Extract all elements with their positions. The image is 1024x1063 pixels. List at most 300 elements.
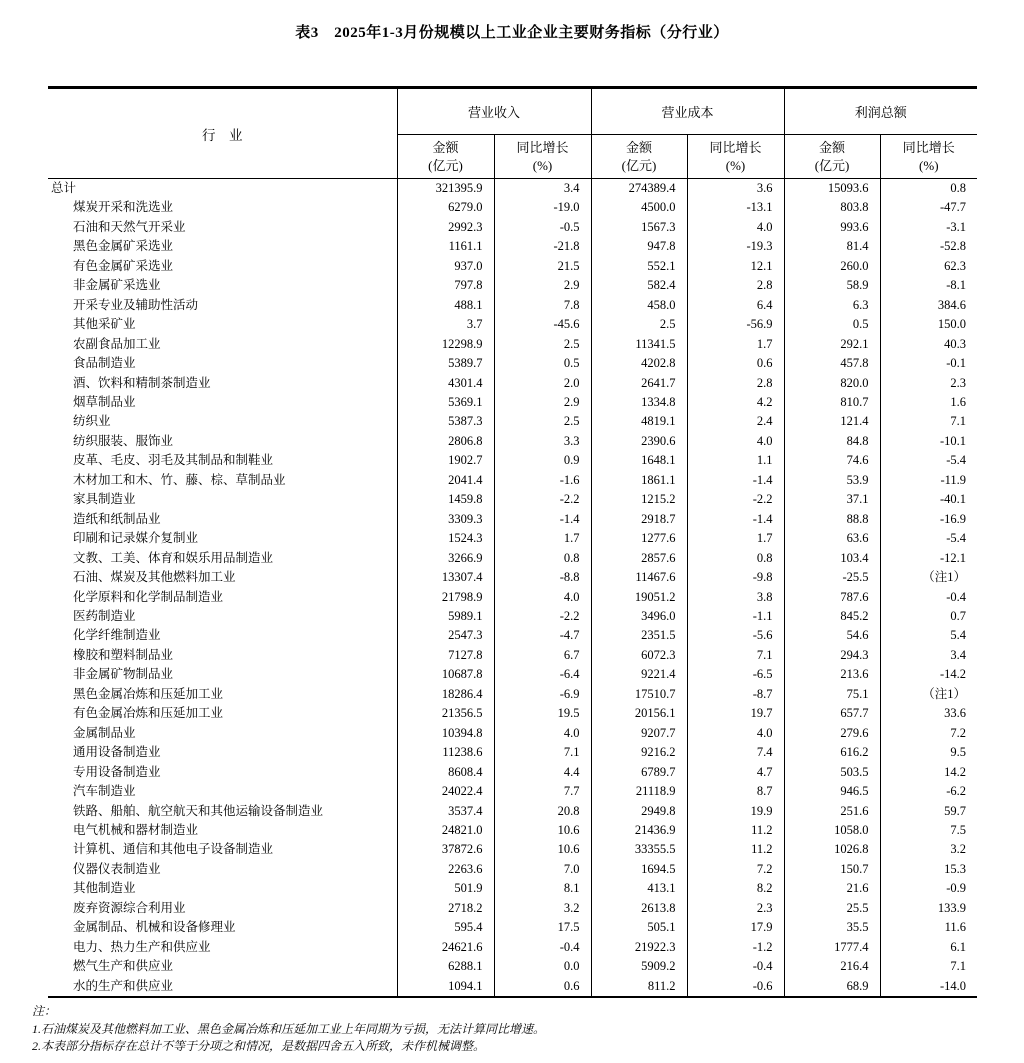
value-cell: 552.1 (591, 257, 687, 276)
value-cell: 4.0 (687, 432, 784, 451)
value-cell: 803.8 (784, 198, 880, 217)
value-cell: 14.2 (880, 763, 977, 782)
value-cell: -1.6 (494, 471, 591, 490)
value-cell: -1.1 (687, 607, 784, 626)
value-cell: 11238.6 (397, 743, 494, 762)
value-cell: 18286.4 (397, 685, 494, 704)
value-cell: 3496.0 (591, 607, 687, 626)
value-cell: 19051.2 (591, 588, 687, 607)
subheader-line: (%) (725, 157, 746, 173)
value-cell: 133.9 (880, 899, 977, 918)
value-cell: 6.4 (687, 296, 784, 315)
subheader-line: (%) (919, 157, 939, 173)
table-row (48, 549, 977, 568)
value-cell: -0.9 (880, 879, 977, 898)
value-cell: 3.2 (494, 899, 591, 918)
industry-name-cell: 开采专业及辅助性活动 (73, 297, 199, 312)
value-cell: 2.9 (494, 276, 591, 295)
table-row (48, 568, 977, 587)
value-cell: 10.6 (494, 840, 591, 859)
value-cell: 1.6 (880, 393, 977, 412)
value-cell: 0.8 (494, 549, 591, 568)
value-cell: 5389.7 (397, 354, 494, 373)
industry-name-cell: 纺织服装、服饰业 (73, 433, 174, 448)
value-cell: 279.6 (784, 724, 880, 743)
note-line-2: 2.本表部分指标存在总计不等于分项之和情况，是数据四舍五入所致，未作机械调整。 (32, 1039, 486, 1054)
subheader-revenue-growth (494, 135, 591, 179)
value-cell: 1567.3 (591, 218, 687, 237)
value-cell: -56.9 (687, 315, 784, 334)
table-row (48, 257, 977, 276)
value-cell: 54.6 (784, 626, 880, 645)
table-row (48, 354, 977, 373)
table-row (48, 685, 977, 704)
value-cell: 2.8 (687, 276, 784, 295)
value-cell: 3.2 (880, 840, 977, 859)
value-cell: 1161.1 (397, 237, 494, 256)
value-cell: -1.4 (687, 471, 784, 490)
value-cell: 21.5 (494, 257, 591, 276)
value-cell: 7.5 (880, 821, 977, 840)
table-row (48, 938, 977, 957)
value-cell: 787.6 (784, 588, 880, 607)
value-cell: 11.2 (687, 821, 784, 840)
value-cell: 845.2 (784, 607, 880, 626)
value-cell: 946.5 (784, 782, 880, 801)
table-row (48, 490, 977, 509)
table-title: 表3 2025年1-3月份规模以上工业企业主要财务指标（分行业） (295, 25, 729, 41)
value-cell: 4.0 (494, 588, 591, 607)
value-cell: -5.6 (687, 626, 784, 645)
value-cell: -0.1 (880, 354, 977, 373)
value-cell: 7.8 (494, 296, 591, 315)
value-cell: 17510.7 (591, 685, 687, 704)
value-cell: 1094.1 (397, 977, 494, 997)
group-header-row (48, 88, 977, 135)
value-cell: 0.5 (494, 354, 591, 373)
value-cell: 17.9 (687, 918, 784, 937)
value-cell: -45.6 (494, 315, 591, 334)
value-cell: 75.1 (784, 685, 880, 704)
value-cell: 4.2 (687, 393, 784, 412)
value-cell: 2.9 (494, 393, 591, 412)
value-cell: 1694.5 (591, 860, 687, 879)
value-cell: -16.9 (880, 510, 977, 529)
value-cell: 15.3 (880, 860, 977, 879)
value-cell: 457.8 (784, 354, 880, 373)
value-cell: 4.0 (494, 724, 591, 743)
industry-name-cell: 金属制品、机械和设备修理业 (73, 920, 236, 935)
value-cell: -2.2 (494, 490, 591, 509)
table-row (48, 237, 977, 256)
value-cell: 2547.3 (397, 626, 494, 645)
table-row (48, 821, 977, 840)
value-cell: 3.6 (687, 179, 784, 199)
value-cell: 4.7 (687, 763, 784, 782)
value-cell: 3.3 (494, 432, 591, 451)
value-cell: 2718.2 (397, 899, 494, 918)
value-cell: 503.5 (784, 763, 880, 782)
value-cell: -0.4 (880, 588, 977, 607)
value-cell: -6.2 (880, 782, 977, 801)
industry-name-cell: 文教、工美、体育和娱乐用品制造业 (73, 550, 274, 565)
value-cell: -52.8 (880, 237, 977, 256)
value-cell: 4202.8 (591, 354, 687, 373)
value-cell: 505.1 (591, 918, 687, 937)
value-cell: -0.4 (687, 957, 784, 976)
value-cell: 21922.3 (591, 938, 687, 957)
table-row (48, 918, 977, 937)
industry-name-cell: 化学纤维制造业 (73, 628, 161, 643)
value-cell: 33355.5 (591, 840, 687, 859)
value-cell: 17.5 (494, 918, 591, 937)
value-cell: 8.1 (494, 879, 591, 898)
value-cell: 0.6 (494, 977, 591, 997)
value-cell: 9.5 (880, 743, 977, 762)
industry-name-cell: 汽车制造业 (73, 784, 136, 799)
industry-name-cell: 电力、热力生产和供应业 (73, 939, 211, 954)
table-row (48, 646, 977, 665)
industry-name-cell: 食品制造业 (73, 356, 136, 371)
value-cell: 1.7 (687, 335, 784, 354)
value-cell: 37872.6 (397, 840, 494, 859)
value-cell: 6789.7 (591, 763, 687, 782)
value-cell: 2857.6 (591, 549, 687, 568)
value-cell: 68.9 (784, 977, 880, 997)
value-cell: 2613.8 (591, 899, 687, 918)
value-cell: 5369.1 (397, 393, 494, 412)
table-row (48, 276, 977, 295)
value-cell: -47.7 (880, 198, 977, 217)
value-cell: 657.7 (784, 704, 880, 723)
value-cell: 1277.6 (591, 529, 687, 548)
industry-name-cell: 废弃资源综合利用业 (73, 900, 186, 915)
value-cell: -21.8 (494, 237, 591, 256)
value-cell: 9221.4 (591, 665, 687, 684)
industry-column-header: 行 业 (48, 88, 397, 179)
value-cell: 20156.1 (591, 704, 687, 723)
subheader-line: (%) (532, 157, 553, 173)
value-cell: （注1） (880, 685, 977, 704)
industry-name-cell: 非金属矿物制品业 (73, 667, 174, 682)
value-cell: 216.4 (784, 957, 880, 976)
subheader-line: 金额 (432, 139, 459, 155)
value-cell: 0.6 (687, 354, 784, 373)
industry-name-cell: 橡胶和塑料制品业 (73, 647, 174, 662)
value-cell: -19.0 (494, 198, 591, 217)
industry-name-cell: 非金属矿采选业 (73, 278, 161, 293)
value-cell: 501.9 (397, 879, 494, 898)
value-cell: 7.7 (494, 782, 591, 801)
table-row (48, 471, 977, 490)
value-cell: 3309.3 (397, 510, 494, 529)
value-cell: 2.5 (591, 315, 687, 334)
subheader-line: 金额 (626, 139, 653, 155)
value-cell: 10.6 (494, 821, 591, 840)
value-cell: 6072.3 (591, 646, 687, 665)
value-cell: 4301.4 (397, 374, 494, 393)
value-cell: 3.7 (397, 315, 494, 334)
industry-name-cell: 铁路、船舶、航空航天和其他运输设备制造业 (73, 803, 324, 818)
subheader-line: (亿元) (621, 157, 657, 173)
subheader-line: 同比增长 (902, 139, 955, 155)
value-cell: -19.3 (687, 237, 784, 256)
table-row (48, 626, 977, 645)
value-cell: 5909.2 (591, 957, 687, 976)
value-cell: 3266.9 (397, 549, 494, 568)
value-cell: 2992.3 (397, 218, 494, 237)
value-cell: 63.6 (784, 529, 880, 548)
value-cell: 4.0 (687, 724, 784, 743)
value-cell: 59.7 (880, 802, 977, 821)
value-cell: 2.8 (687, 374, 784, 393)
value-cell: 0.7 (880, 607, 977, 626)
table-row (48, 977, 977, 997)
value-cell: 3.8 (687, 588, 784, 607)
value-cell: 2918.7 (591, 510, 687, 529)
value-cell: 62.3 (880, 257, 977, 276)
value-cell: -8.7 (687, 685, 784, 704)
industry-name-cell: 烟草制品业 (73, 394, 136, 409)
industry-name-cell: 医药制造业 (73, 608, 136, 623)
value-cell: 0.8 (687, 549, 784, 568)
value-cell: 9216.2 (591, 743, 687, 762)
group-header-operating-revenue: 营业收入 (397, 88, 591, 135)
value-cell: 4.4 (494, 763, 591, 782)
value-cell: 2949.8 (591, 802, 687, 821)
value-cell: -8.8 (494, 568, 591, 587)
financial-indicators-table (48, 86, 977, 998)
value-cell: 274389.4 (591, 179, 687, 199)
table-row (48, 315, 977, 334)
value-cell: 37.1 (784, 490, 880, 509)
industry-name-cell: 通用设备制造业 (73, 745, 161, 760)
value-cell: 6279.0 (397, 198, 494, 217)
value-cell: 24621.6 (397, 938, 494, 957)
value-cell: 1026.8 (784, 840, 880, 859)
value-cell: 21118.9 (591, 782, 687, 801)
value-cell: 937.0 (397, 257, 494, 276)
industry-name-cell: 有色金属冶炼和压延加工业 (73, 706, 224, 721)
industry-name-cell: 电气机械和器材制造业 (73, 822, 199, 837)
value-cell: 993.6 (784, 218, 880, 237)
table-row (48, 899, 977, 918)
value-cell: -0.6 (687, 977, 784, 997)
table-row (48, 412, 977, 431)
industry-name-cell: 黑色金属冶炼和压延加工业 (73, 686, 224, 701)
value-cell: 1.7 (494, 529, 591, 548)
value-cell: 384.6 (880, 296, 977, 315)
industry-name-cell: 金属制品业 (73, 725, 136, 740)
value-cell: 11.6 (880, 918, 977, 937)
industry-name-cell: 煤炭开采和洗选业 (73, 200, 174, 215)
footnotes (32, 1003, 1024, 1056)
value-cell: 12.1 (687, 257, 784, 276)
value-cell: 21356.5 (397, 704, 494, 723)
value-cell: -1.4 (687, 510, 784, 529)
table-row (48, 529, 977, 548)
industry-name-cell: 有色金属矿采选业 (73, 258, 174, 273)
value-cell: -1.4 (494, 510, 591, 529)
table-row (48, 451, 977, 470)
value-cell: 1902.7 (397, 451, 494, 470)
value-cell: 0.9 (494, 451, 591, 470)
subheader-profit-growth (880, 135, 977, 179)
table-row (48, 743, 977, 762)
value-cell: 5989.1 (397, 607, 494, 626)
table-row (48, 957, 977, 976)
table-header (48, 88, 977, 179)
value-cell: -14.0 (880, 977, 977, 997)
subheader-cost-amount (591, 135, 687, 179)
value-cell: 11341.5 (591, 335, 687, 354)
value-cell: 10394.8 (397, 724, 494, 743)
value-cell: 458.0 (591, 296, 687, 315)
value-cell: 1334.8 (591, 393, 687, 412)
value-cell: -6.5 (687, 665, 784, 684)
industry-name-cell: 纺织业 (73, 414, 111, 429)
value-cell: 25.5 (784, 899, 880, 918)
value-cell: 20.8 (494, 802, 591, 821)
table-row (48, 607, 977, 626)
table-row (48, 840, 977, 859)
group-header-total-profit: 利润总额 (784, 88, 977, 135)
value-cell: 2.3 (687, 899, 784, 918)
industry-name-cell: 化学原料和化学制品制造业 (73, 589, 224, 604)
industry-name-cell: 黑色金属矿采选业 (73, 239, 174, 254)
value-cell: -14.2 (880, 665, 977, 684)
note-line-1: 1.石油煤炭及其他燃料加工业、黑色金属冶炼和压延加工业上年同期为亏损，无法计算同比增速。 (32, 1021, 546, 1036)
subheader-revenue-amount (397, 135, 494, 179)
value-cell: 321395.9 (397, 179, 494, 199)
value-cell: 8.7 (687, 782, 784, 801)
value-cell: 413.1 (591, 879, 687, 898)
value-cell: -5.4 (880, 529, 977, 548)
industry-name-cell: 燃气生产和供应业 (73, 959, 174, 974)
value-cell: -2.2 (687, 490, 784, 509)
value-cell: 582.4 (591, 276, 687, 295)
table-row (48, 218, 977, 237)
value-cell: 4.0 (687, 218, 784, 237)
table-body (48, 179, 977, 998)
table-row (48, 879, 977, 898)
value-cell: 19.9 (687, 802, 784, 821)
industry-name-cell: 石油和天然气开采业 (73, 219, 186, 234)
value-cell: 6.3 (784, 296, 880, 315)
value-cell: 7.1 (880, 957, 977, 976)
value-cell: 121.4 (784, 412, 880, 431)
value-cell: 4500.0 (591, 198, 687, 217)
value-cell: 150.0 (880, 315, 977, 334)
value-cell: 292.1 (784, 335, 880, 354)
value-cell: 9207.7 (591, 724, 687, 743)
value-cell: 103.4 (784, 549, 880, 568)
industry-name-cell: 专用设备制造业 (73, 764, 161, 779)
value-cell: 2.4 (687, 412, 784, 431)
value-cell: 0.8 (880, 179, 977, 199)
table-row (48, 296, 977, 315)
table-row (48, 179, 977, 199)
value-cell: 1215.2 (591, 490, 687, 509)
industry-name-cell: 家具制造业 (73, 492, 136, 507)
value-cell: -1.2 (687, 938, 784, 957)
value-cell: 1524.3 (397, 529, 494, 548)
value-cell: 947.8 (591, 237, 687, 256)
value-cell: 19.5 (494, 704, 591, 723)
value-cell: 58.9 (784, 276, 880, 295)
table-row (48, 374, 977, 393)
value-cell: 53.9 (784, 471, 880, 490)
value-cell: -12.1 (880, 549, 977, 568)
notes-label: 注： (32, 1004, 57, 1019)
value-cell: 24821.0 (397, 821, 494, 840)
industry-name-cell: 木材加工和木、竹、藤、棕、草制品业 (73, 472, 286, 487)
value-cell: 84.8 (784, 432, 880, 451)
subheader-line: (亿元) (814, 157, 850, 173)
value-cell: 3.4 (880, 646, 977, 665)
value-cell: 7.2 (880, 724, 977, 743)
value-cell: 488.1 (397, 296, 494, 315)
industry-name-cell: 其他采矿业 (73, 317, 136, 332)
value-cell: 6.1 (880, 938, 977, 957)
value-cell: 6288.1 (397, 957, 494, 976)
table-row (48, 763, 977, 782)
value-cell: 7127.8 (397, 646, 494, 665)
industry-name-cell: 农副食品加工业 (73, 336, 161, 351)
value-cell: 820.0 (784, 374, 880, 393)
value-cell: 2806.8 (397, 432, 494, 451)
value-cell: 294.3 (784, 646, 880, 665)
value-cell: 11467.6 (591, 568, 687, 587)
value-cell: 4819.1 (591, 412, 687, 431)
industry-name-cell: 总计 (51, 181, 77, 195)
value-cell: 7.2 (687, 860, 784, 879)
value-cell: -11.9 (880, 471, 977, 490)
value-cell: 7.4 (687, 743, 784, 762)
value-cell: -13.1 (687, 198, 784, 217)
value-cell: 150.7 (784, 860, 880, 879)
value-cell: 2.3 (880, 374, 977, 393)
industry-name-cell: 其他制造业 (73, 881, 136, 896)
table-row (48, 724, 977, 743)
value-cell: 2.5 (494, 335, 591, 354)
industry-name-cell: 酒、饮料和精制茶制造业 (73, 375, 211, 390)
value-cell: 260.0 (784, 257, 880, 276)
subheader-cost-growth (687, 135, 784, 179)
table-row (48, 782, 977, 801)
value-cell: 7.0 (494, 860, 591, 879)
value-cell: 81.4 (784, 237, 880, 256)
value-cell: 2641.7 (591, 374, 687, 393)
value-cell: 21798.9 (397, 588, 494, 607)
table-row (48, 588, 977, 607)
value-cell: 2263.6 (397, 860, 494, 879)
value-cell: -10.1 (880, 432, 977, 451)
value-cell: 2.5 (494, 412, 591, 431)
subheader-line: 同比增长 (516, 139, 569, 155)
value-cell: 8608.4 (397, 763, 494, 782)
value-cell: 1.7 (687, 529, 784, 548)
industry-name-cell: 计算机、通信和其他电子设备制造业 (73, 842, 274, 857)
value-cell: 10687.8 (397, 665, 494, 684)
value-cell: 213.6 (784, 665, 880, 684)
industry-name-cell: 皮革、毛皮、羽毛及其制品和制鞋业 (73, 453, 274, 468)
value-cell: 24022.4 (397, 782, 494, 801)
table-row (48, 704, 977, 723)
value-cell: 797.8 (397, 276, 494, 295)
value-cell: 1648.1 (591, 451, 687, 470)
value-cell: 0.0 (494, 957, 591, 976)
